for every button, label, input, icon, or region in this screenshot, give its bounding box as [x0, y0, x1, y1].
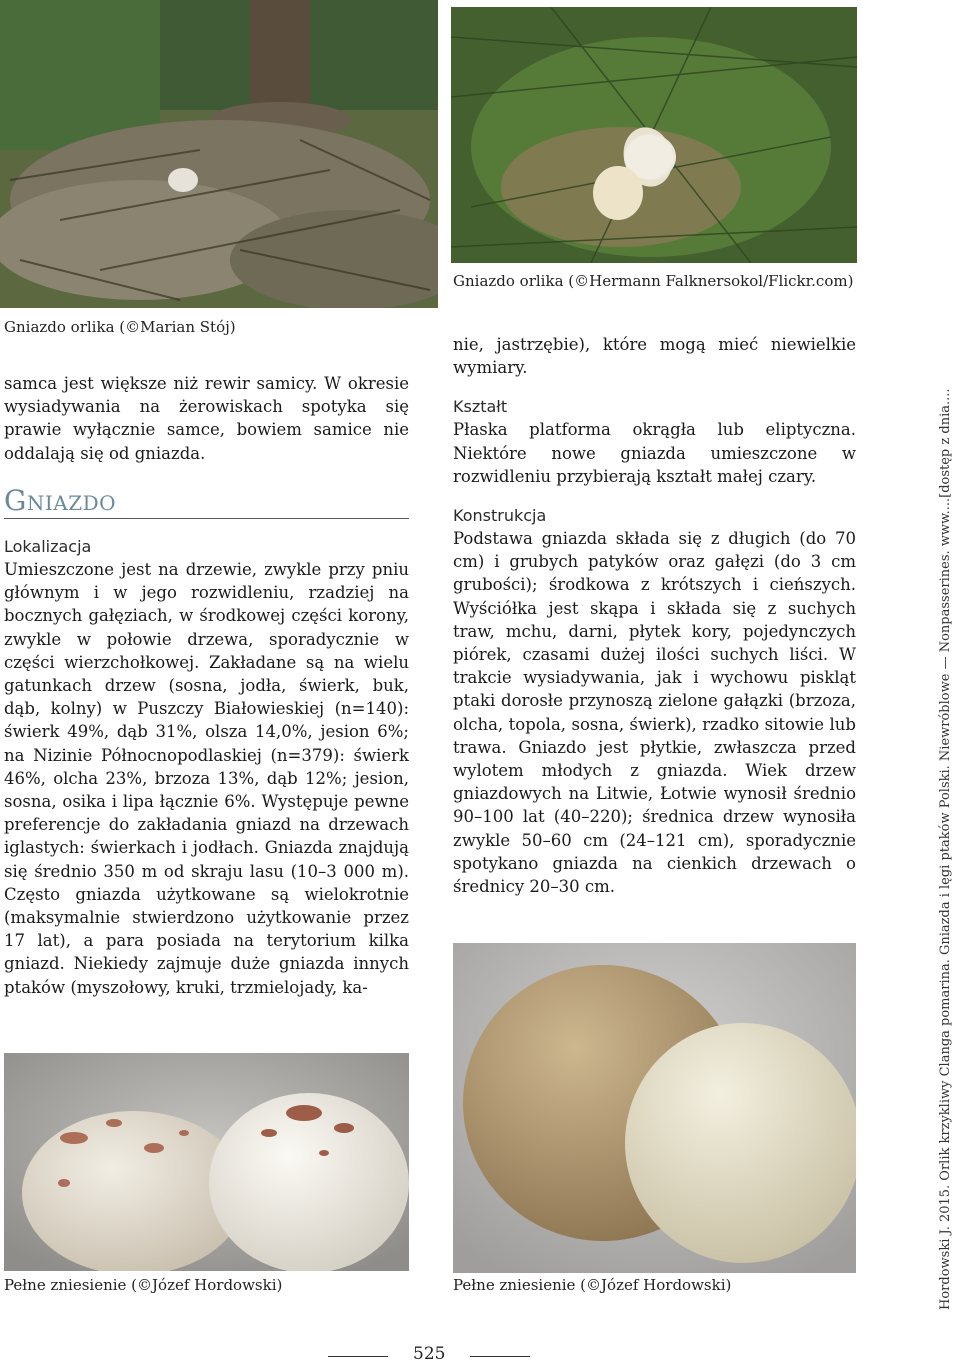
konstrukcja-heading: Konstrukcja: [453, 506, 547, 526]
caption-top-right: Gniazdo orlika (©Hermann Falknersokol/Flickr.com): [453, 272, 854, 290]
left-intro-paragraph: samca jest większe niż rewir samicy. W okresie wysiadywania na żerowiskach spotyka się prawie wyłącznie samce, bowiem samice nie oddalają się od gniazda.: [4, 374, 409, 463]
right-intro-paragraph: nie, jastrzębie), które mogą mieć niewielkie wymiary.: [453, 335, 856, 378]
footer-rule-left: [328, 1356, 388, 1357]
left-column: [4, 372, 409, 999]
right-column: [453, 333, 856, 898]
photo-clutch-right: [453, 943, 856, 1273]
lokalizacja-paragraph: Umieszczone jest na drzewie, zwykle przy pniu głównym i w jego rozwidleniu, rzadziej na bocznych gałęziach, w środkowej części korony, zwykle w połowie drzewa, sporadycznie w części wierzchołkowej. Zakładane są na wielu gatunkach drzew (sosna, jodła, świerk, buk, dąb, kolny) w Puszczy Białowieskiej (n=140): świerk 49%, dąb 31%, olsza 14,0%, jesion 6%; na Nizinie Północnopodlaskiej (n=379): świerk 46%, olcha 23%, brzoza 13%, dąb 12%; jesion, sosna, osika i lipa łącznie 6%. Występuje pewne preferencje do zakładania gniazd na drzewach iglastych: świerkach i jodłach. Gniazda znajdują się średnio 350 m od skraju lasu (10–3 000 m). Często gniazda użytkowane są wielokrotnie (maksymalnie stwierdzono użytkowanie przez 17 lat), a para posiada na terytorium kilka gniazd. Niekiedy zajmuje duże gniazda innych ptaków (myszołowy, kruki, trzmielojady, ka-: [4, 560, 409, 997]
sidebar-citation: Hordowski J. 2015. Orlik krzykliwy Clanga pomarina. Gniazda i lęgi ptaków Polski. Niewróblowe — Nonpasserines. www....[dostęp z dnia....: [938, 388, 953, 1310]
section-title: Gniazdo: [4, 489, 409, 519]
caption-top-left: Gniazdo orlika (©Marian Stój): [4, 318, 236, 336]
konstrukcja-paragraph: Podstawa gniazda składa się z długich (do 70 cm) i grubych patyków oraz gałęzi (do 3 cm grubości); środkowa z krótszych i cieńszych. Wyściółka jest skąpa i składa się z suchych traw, mchu, darni, płytek kory, pojedynczych piórek, czasami dużej ilości suchych liści. W trakcie wysiadywania, jak i wychowu piskląt ptaki dorosłe przynoszą zielone gałązki (brzoza, olcha, topola, sosna, świerk), rzadko sitowie lub trawa. Gniazdo jest płytkie, zwłaszcza przed wylotem młodych z gniazda. Wiek drzew gniazdowych na Litwie, Łotwie wynosił średnio 90–100 lat (40–220); średnica drzew wynosiła zwykle 50–60 cm (24–121 cm), sporadycznie spotykano gniazda na cienkich drzewach o średnicy 20–30 cm.: [453, 529, 856, 897]
caption-bottom-left: Pełne zniesienie (©Józef Hordowski): [4, 1276, 283, 1294]
ksztalt-paragraph: Płaska platforma okrągła lub eliptyczna. Niektóre nowe gniazda umieszczone w rozwidleniu przybierają kształt małej czary.: [453, 420, 856, 486]
photo-eggs-in-nest: [451, 7, 857, 263]
footer-rule-right: [470, 1356, 530, 1357]
ksztalt-heading: Kształt: [453, 397, 508, 417]
page-footer: [0, 1340, 960, 1370]
lokalizacja-heading: Lokalizacja: [4, 537, 92, 557]
photo-nest-under-spruce: [0, 0, 438, 308]
caption-bottom-right: Pełne zniesienie (©Józef Hordowski): [453, 1276, 732, 1294]
page-number: 525: [413, 1344, 446, 1364]
photo-clutch-left: [4, 1053, 409, 1271]
